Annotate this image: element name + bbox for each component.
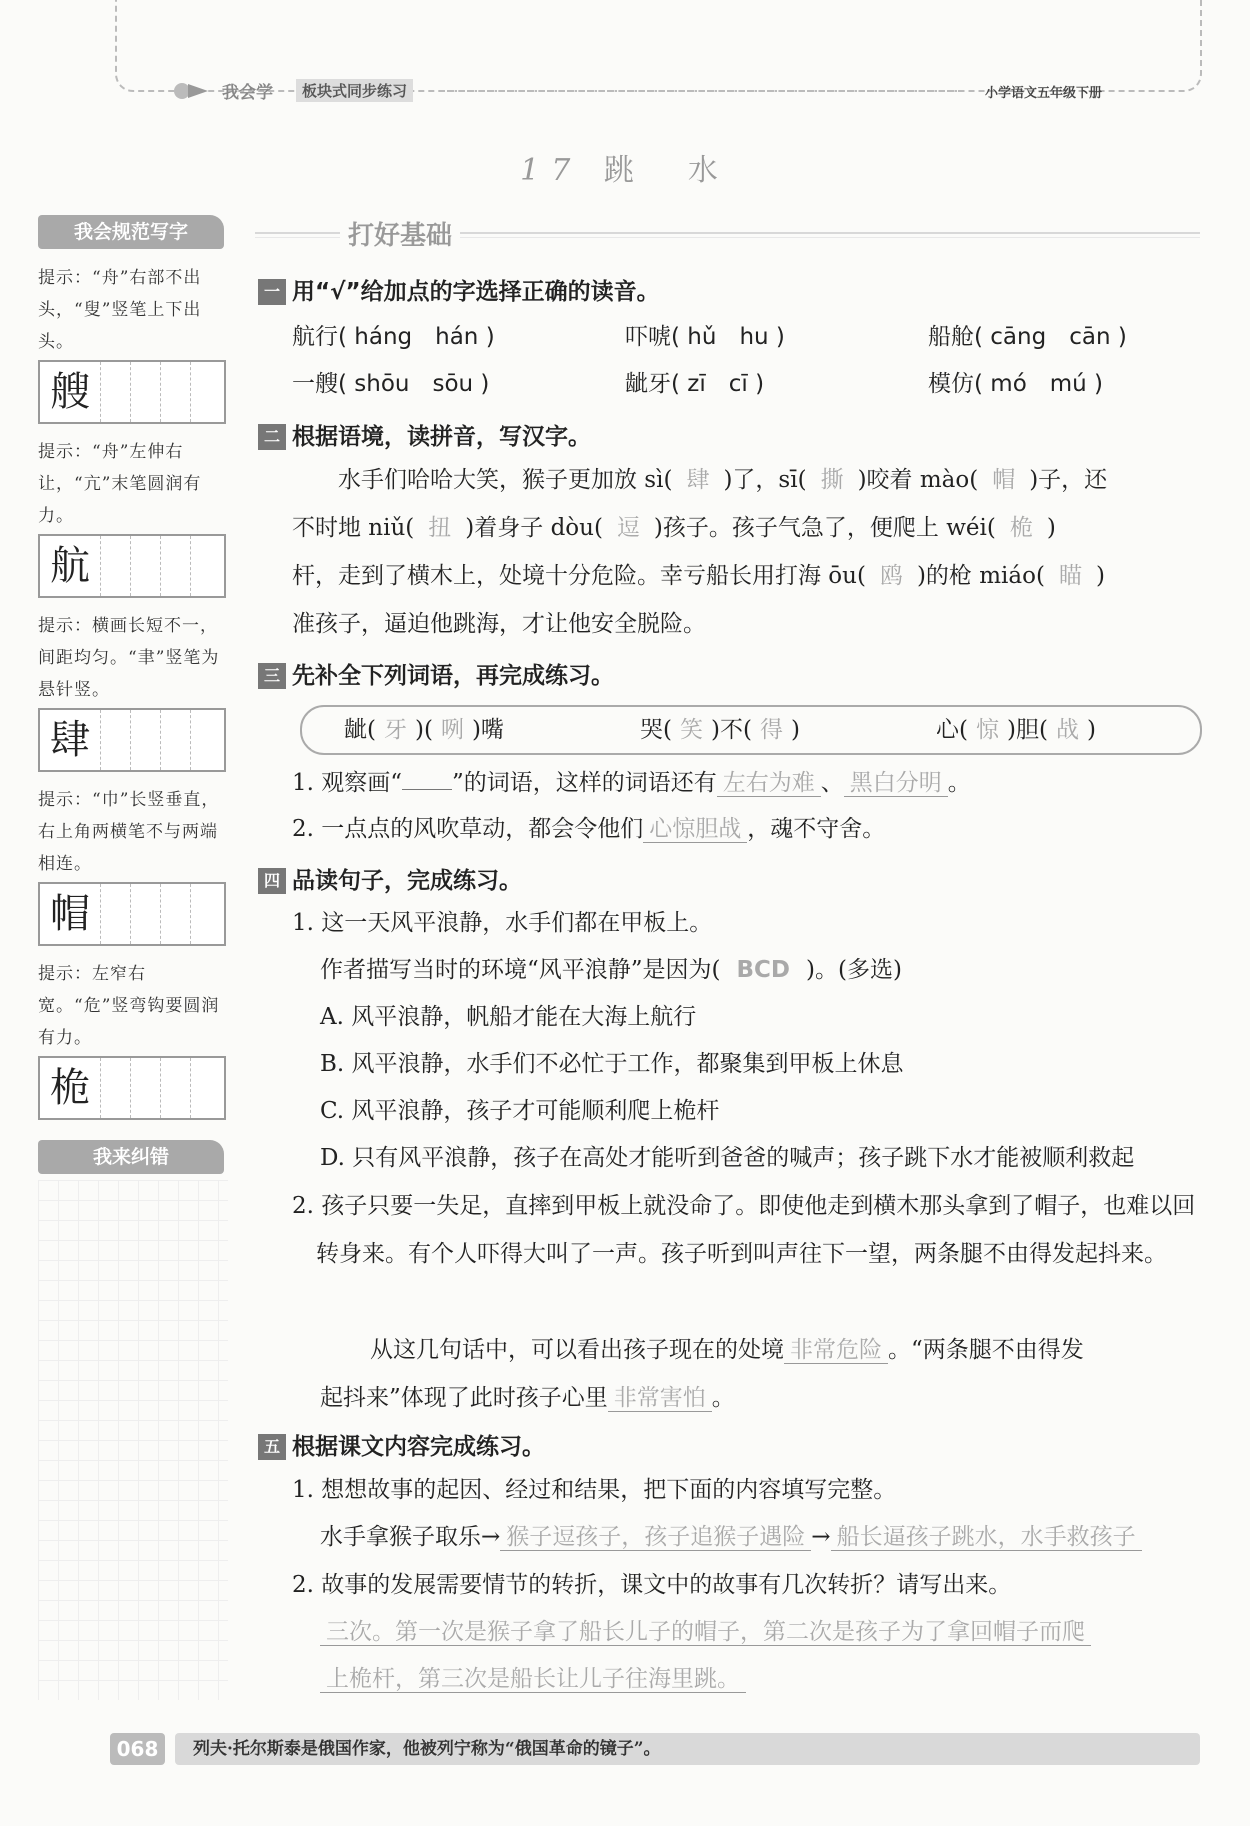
writing-grid-4 [38,882,226,946]
q5-flow: 水手拿猴子取乐→ 猴子逗孩子，孩子追猴子遇险 → 船长逼孩子跳水，水手救孩子 [320,1520,1142,1554]
tip-5: 提示：左窄右宽。“危”竖弯钩要圆润有力。 [38,964,220,1048]
q5-answer-line-1: 三次。第一次是猴子拿了船长儿子的帽子，第二次是孩子为了拿回帽子而爬 [320,1615,1091,1649]
q4-sentence-2: 2. 孩子只要一失足，直摔到甲板上就没命了。即使他走到横木那头拿到了帽子，也难以回转身来。有个人吓得大叫了一声。孩子听到叫声往下一望，两条腿不由得发起抖来。 [292,1193,1196,1267]
q1-badge: 一 [258,279,286,305]
lesson-title [0,145,1250,189]
lesson-name: 跳 水 [603,153,730,188]
q2-heading [258,418,591,451]
writing-grid-1 [38,360,226,424]
grid-char-4: 帽 [50,891,90,937]
q3-heading [258,657,614,690]
brand-logo-icon [172,80,212,102]
q3-word-box [300,705,1202,755]
q4-title: 品读句子，完成练习。 [292,868,522,894]
q4-ask: 作者描写当时的环境“风平浪静”是因为( BCD )。(多选) [320,957,902,983]
q3-word-2: 哭( 笑 )不( 得 ) [640,717,800,743]
q4-option-d: D. 只有风平浪静，孩子在高处才能听到爸爸的喊声；孩子跳下水才能被顺利救起 [320,1145,1135,1171]
footer-note: 列夫·托尔斯泰是俄国作家，他被列宁称为“俄国革命的镜子”。 [175,1733,1200,1765]
q3-badge: 三 [258,663,286,689]
q5-sentence-2: 2. 故事的发展需要情节的转折，课文中的故事有几次转折？请写出来。 [292,1572,1012,1598]
q2-passage: 水手们哈哈大笑，猴子更加放 sì( 肆 )了，sī( 撕 )咬着 mào( 帽 )子，还 不时地 niǔ( 扭 )着身子 dòu( 逗 )孩子。孩子气急了，便爬上 wéi( 桅 ) 杆，走到了横木上，处境十分危险。幸亏船长用打海 ōu( 鸥 )的枪 miáo( 瞄 ) 准孩子，逼迫他跳海，才让他安全脱险。 [292,467,1108,637]
q1-item-4: 一艘( shōu sōu ) [292,371,490,397]
write-title: 我会规范写字 [38,215,224,249]
header-divider [440,90,960,92]
q1-heading [258,273,660,306]
q5-answer-line-2: 上桅杆，第三次是船长让儿子往海里跳。 [320,1662,746,1696]
q5-title: 根据课文内容完成练习。 [292,1434,545,1460]
q1-title: 用“√”给加点的字选择正确的读音。 [292,279,660,305]
q5-badge: 五 [258,1434,286,1460]
q5-heading [258,1428,545,1461]
page-number: 068 [110,1733,165,1765]
q1-item-3: 船舱( cāng cān ) [928,324,1127,350]
q2-badge: 二 [258,424,286,450]
q4-badge: 四 [258,868,286,894]
q1-item-6: 模仿( mó mú ) [928,371,1104,397]
writing-grid-2 [38,534,226,598]
grid-char-2: 航 [50,543,90,589]
tip-3: 提示：横画长短不一，间距均匀。“聿”竖笔为悬针竖。 [38,616,220,700]
q3-sub-2: 2. 一点点的风吹草动，都会令他们 心惊胆战 ，魂不守舍。 [292,816,886,842]
writing-grid-5 [38,1056,226,1120]
grid-char-1: 艘 [50,369,90,415]
series-name: 小学语文五年级下册 [985,86,1103,101]
writing-grid-3 [38,708,226,772]
q4-sentence-1: 1. 这一天风平浪静，水手们都在甲板上。 [292,910,713,936]
brand-tag: 板块式同步练习 [296,79,413,102]
grid-char-5: 桅 [50,1065,90,1111]
q4-heading [258,862,522,895]
q4-analysis: 从这几句话中，可以看出孩子现在的处境 非常危险 。“两条腿不由得发 起抖来”体现了此时孩子心里 非常害怕 。 [320,1337,1084,1411]
header-frame [115,0,1202,92]
q2-title: 根据语境，读拼音，写汉字。 [292,424,591,450]
tip-4: 提示：“巾”长竖垂直，右上角两横笔不与两端相连。 [38,790,220,874]
q1-item-2: 吓唬( hǔ hu ) [625,324,785,350]
q1-item-5: 龇牙( zī cī ) [625,371,765,397]
q3-word-3: 心( 惊 )胆( 战 ) [936,717,1096,743]
grid-char-3: 肆 [50,717,90,763]
q5-sentence-1: 1. 想想故事的起因、经过和结果，把下面的内容填写完整。 [292,1477,897,1503]
tip-1: 提示：“舟”右部不出头，“叟”竖笔上下出头。 [38,268,202,352]
lesson-number: 17 [520,153,583,188]
q4-option-c: C. 风平浪静，孩子才可能顺利爬上桅杆 [320,1098,720,1124]
q4-option-a: A. 风平浪静，帆船才能在大海上航行 [320,1004,697,1030]
q1-item-1: 航行( háng hán ) [292,324,495,350]
q3-sub-1: 1. 观察画“ ”的词语，这样的词语还有 左右为难 、 黑白分明 。 [292,770,971,796]
correct-title: 我来纠错 [38,1140,224,1174]
q3-title: 先补全下列词语，再完成练习。 [292,663,614,689]
correction-grid-area [38,1180,228,1700]
tip-2: 提示：“舟”左伸右让，“亢”末笔圆润有力。 [38,442,202,526]
q3-word-1: 龇( 牙 )( 咧 )嘴 [344,717,504,743]
brand-name: 我会学 [222,83,273,103]
q4-option-b: B. 风平浪静，水手们不必忙于工作，都聚集到甲板上休息 [320,1051,904,1077]
section-title: 打好基础 [340,215,460,252]
